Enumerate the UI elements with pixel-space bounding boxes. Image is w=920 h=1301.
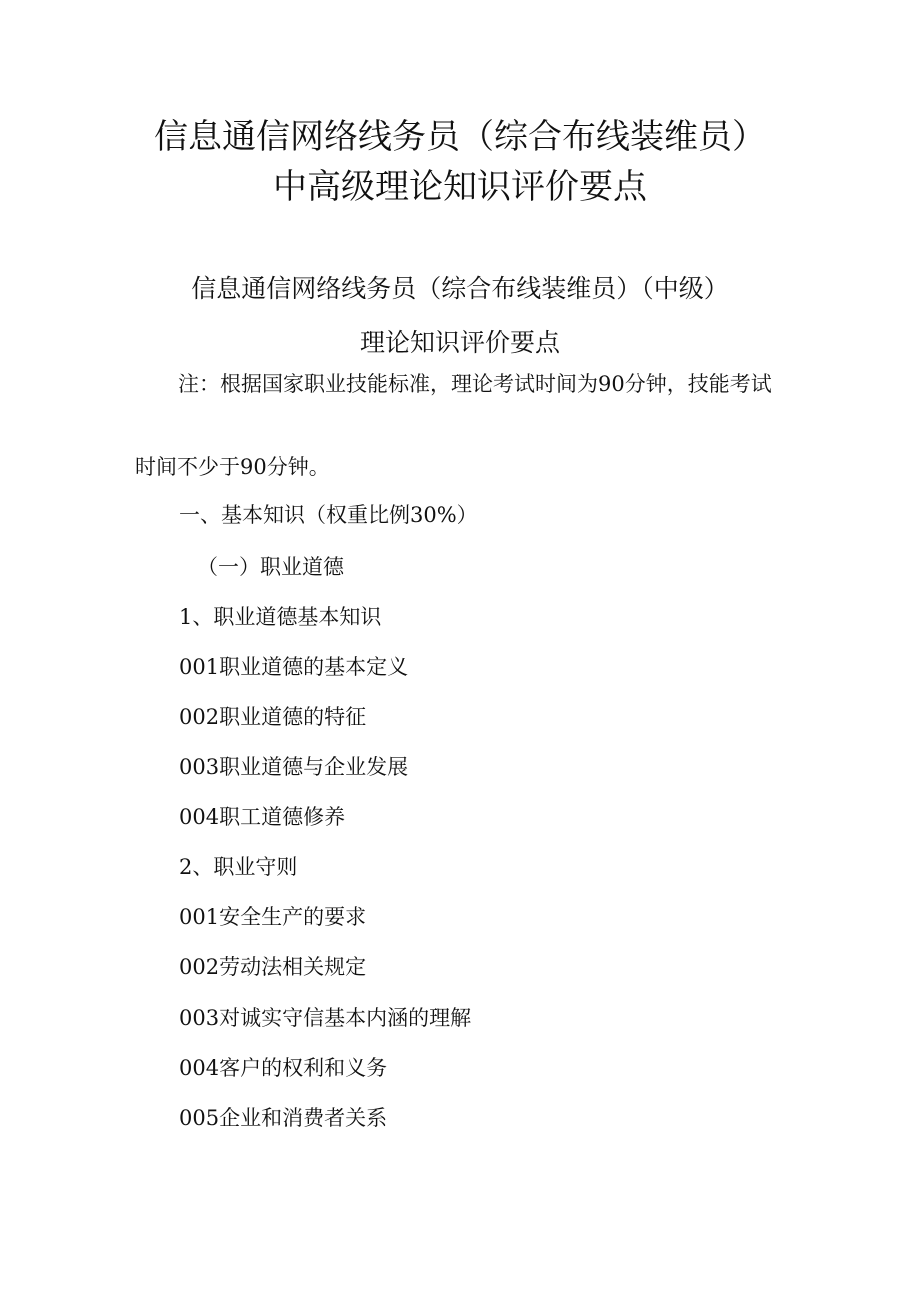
list-item: 002职业道德的特征	[179, 705, 367, 729]
heading-professional-code: 2、职业守则	[179, 855, 298, 879]
list-item: 004职工道德修养	[179, 805, 346, 829]
list-item: 004客户的权利和义务	[179, 1056, 388, 1080]
list-item: 005企业和消费者关系	[179, 1106, 388, 1130]
list-item: 002劳动法相关规定	[179, 955, 367, 979]
heading-ethics-basics: 1、职业道德基本知识	[179, 605, 382, 629]
main-title	[0, 112, 920, 212]
list-item: 001职业道德的基本定义	[179, 655, 409, 679]
exam-time-note-continued: 时间不少于90分钟。	[135, 455, 330, 479]
section-title-line-1: 信息通信网络线务员（综合布线装维员）（中级）	[191, 274, 729, 303]
section-title-line-2: 理论知识评价要点	[359, 328, 560, 357]
main-title-line-1: 信息通信网络线务员（综合布线装维员）	[154, 117, 766, 157]
list-item: 003职业道德与企业发展	[179, 755, 409, 779]
main-title-line-2: 中高级理论知识评价要点	[273, 167, 647, 207]
list-item: 001安全生产的要求	[179, 905, 367, 929]
heading-professional-ethics: （一）职业道德	[197, 555, 344, 579]
list-item: 003对诚实守信基本内涵的理解	[179, 1006, 472, 1030]
section-title	[0, 262, 920, 370]
exam-time-note: 注：根据国家职业技能标准，理论考试时间为90分钟，技能考试	[178, 372, 772, 396]
heading-basic-knowledge: 一、基本知识（权重比例30%）	[179, 503, 478, 527]
